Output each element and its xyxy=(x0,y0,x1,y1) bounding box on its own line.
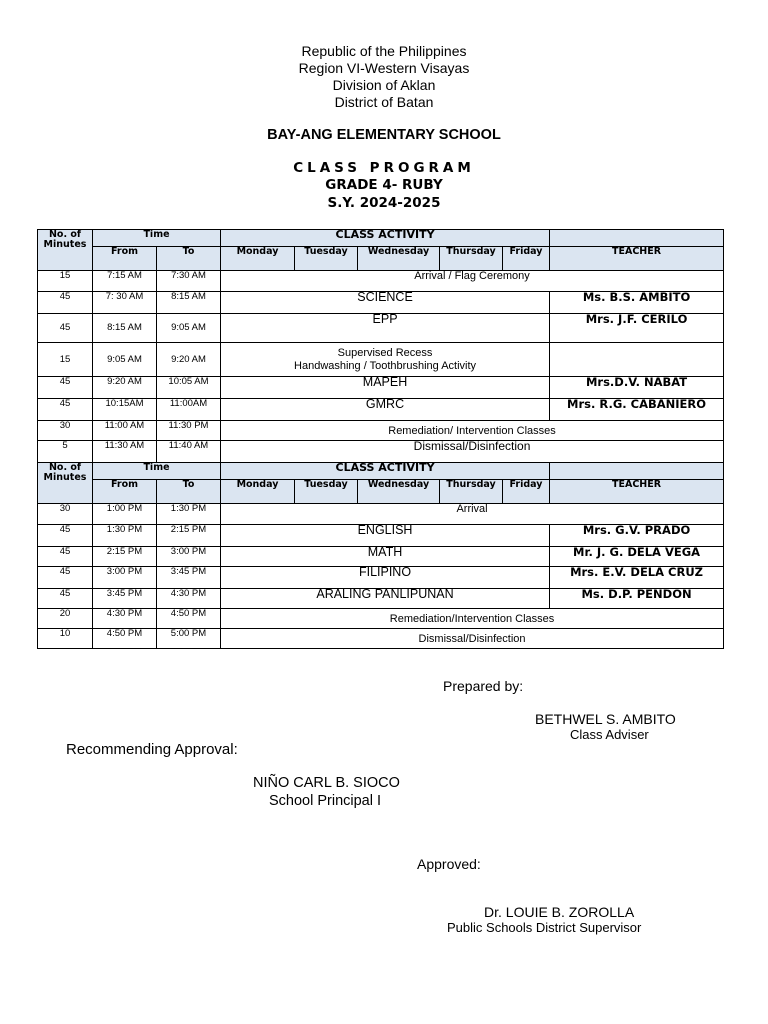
from-cell: 9:05 AM xyxy=(93,343,157,377)
activity-cell: Arrival / Flag Ceremony xyxy=(221,271,724,292)
header-division: Division of Aklan xyxy=(332,77,436,93)
from-cell: 3:00 PM xyxy=(93,567,157,589)
table-row xyxy=(38,504,724,525)
prepared-by-label: Prepared by: xyxy=(443,678,524,694)
to-cell: 5:00 PM xyxy=(157,629,221,649)
table-row xyxy=(38,399,724,421)
school-year: S.Y. 2024-2025 xyxy=(327,195,441,211)
minutes-cell: 20 xyxy=(38,609,93,629)
grade-section: GRADE 4- RUBY xyxy=(325,177,443,193)
adviser-name: BETHWEL S. AMBITO xyxy=(535,711,676,727)
activity-cell: MAPEH xyxy=(221,377,550,399)
table-row xyxy=(38,609,724,629)
to-cell: 3:00 PM xyxy=(157,547,221,567)
teacher-cell: Mrs. R.G. CABANIERO xyxy=(550,399,724,421)
supervisor-name: Dr. LOUIE B. ZOROLLA xyxy=(484,904,635,920)
to-cell: 4:30 PM xyxy=(157,589,221,609)
to-cell: 4:50 PM xyxy=(157,609,221,629)
header-district: District of Batan xyxy=(334,94,434,110)
day-tuesday: Tuesday xyxy=(295,247,358,271)
minutes-cell: 15 xyxy=(38,343,93,377)
activity-cell: Remediation/ Intervention Classes xyxy=(221,421,724,441)
day-thursday: Thursday xyxy=(440,247,503,271)
header-country: Republic of the Philippines xyxy=(301,43,467,59)
teacher-cell: Mrs.D.V. NABAT xyxy=(550,377,724,399)
teacher-header: TEACHER xyxy=(550,480,724,504)
table-row xyxy=(38,525,724,547)
minutes-cell: 30 xyxy=(38,504,93,525)
table-row xyxy=(38,589,724,609)
teacher-cell: Ms. D.P. PENDON xyxy=(550,589,724,609)
table-row xyxy=(38,441,724,463)
header-region: Region VI-Western Visayas xyxy=(298,60,470,76)
from-cell: 2:15 PM xyxy=(93,547,157,567)
teacher-cell: Mr. J. G. DELA VEGA xyxy=(550,547,724,567)
minutes-cell: 45 xyxy=(38,547,93,567)
activity-cell: ENGLISH xyxy=(221,525,550,547)
teacher-header-blank xyxy=(550,230,724,247)
to-cell: 2:15 PM xyxy=(157,525,221,547)
minutes-cell: 30 xyxy=(38,421,93,441)
teacher-cell: Mrs. J.F. CERILO xyxy=(550,314,724,343)
minutes-cell: 45 xyxy=(38,567,93,589)
activity-line-2: Handwashing / Toothbrushing Activity xyxy=(294,359,477,372)
day-friday: Friday xyxy=(503,247,550,271)
class-activity-header: CLASS ACTIVITY xyxy=(221,463,550,480)
from-cell: 11:30 AM xyxy=(93,441,157,463)
activity-cell xyxy=(221,343,550,377)
from-cell: 10:15AM xyxy=(93,399,157,421)
activity-cell: Remediation/Intervention Classes xyxy=(221,609,724,629)
supervisor-title: Public Schools District Supervisor xyxy=(447,920,642,935)
table-row xyxy=(38,629,724,649)
day-wednesday: Wednesday xyxy=(358,480,440,504)
activity-cell: GMRC xyxy=(221,399,550,421)
from-header: From xyxy=(93,247,157,271)
principal-title: School Principal I xyxy=(269,793,382,809)
teacher-cell: Ms. B.S. AMBITO xyxy=(550,292,724,314)
time-header: Time xyxy=(93,230,221,247)
teacher-cell xyxy=(550,343,724,377)
to-cell: 10:05 AM xyxy=(157,377,221,399)
to-cell: 7:30 AM xyxy=(157,271,221,292)
minutes-cell: 45 xyxy=(38,377,93,399)
day-monday: Monday xyxy=(221,480,295,504)
minutes-cell: 5 xyxy=(38,441,93,463)
activity-cell: Arrival xyxy=(221,504,724,525)
to-header: To xyxy=(157,480,221,504)
table-row xyxy=(38,547,724,567)
activity-cell: EPP xyxy=(221,314,550,343)
table-row xyxy=(38,567,724,589)
minutes-header: No. of Minutes xyxy=(38,463,93,504)
table-row xyxy=(38,343,724,377)
schedule-table-afternoon xyxy=(37,462,724,649)
school-name: BAY-ANG ELEMENTARY SCHOOL xyxy=(267,127,501,143)
from-cell: 8:15 AM xyxy=(93,314,157,343)
to-cell: 3:45 PM xyxy=(157,567,221,589)
to-cell: 9:20 AM xyxy=(157,343,221,377)
table-row xyxy=(38,314,724,343)
activity-cell: Dismissal/Disinfection xyxy=(221,629,724,649)
day-monday: Monday xyxy=(221,247,295,271)
from-cell: 7:15 AM xyxy=(93,271,157,292)
from-cell: 1:30 PM xyxy=(93,525,157,547)
to-cell: 11:40 AM xyxy=(157,441,221,463)
from-cell: 11:00 AM xyxy=(93,421,157,441)
table-row xyxy=(38,292,724,314)
from-header: From xyxy=(93,480,157,504)
time-header: Time xyxy=(93,463,221,480)
teacher-cell: Mrs. G.V. PRADO xyxy=(550,525,724,547)
adviser-title: Class Adviser xyxy=(570,727,649,742)
activity-line-1: Supervised Recess xyxy=(337,346,433,359)
teacher-header-blank xyxy=(550,463,724,480)
program-title: CLASS PROGRAM xyxy=(293,160,475,176)
to-header: To xyxy=(157,247,221,271)
to-cell: 8:15 AM xyxy=(157,292,221,314)
activity-cell: Dismissal/Disinfection xyxy=(221,441,724,463)
table-row xyxy=(38,271,724,292)
teacher-header: TEACHER xyxy=(550,247,724,271)
minutes-cell: 45 xyxy=(38,589,93,609)
from-cell: 1:00 PM xyxy=(93,504,157,525)
minutes-cell: 45 xyxy=(38,399,93,421)
to-cell: 11:00AM xyxy=(157,399,221,421)
recommending-approval-label: Recommending Approval: xyxy=(66,741,238,758)
day-wednesday: Wednesday xyxy=(358,247,440,271)
class-activity-header: CLASS ACTIVITY xyxy=(221,230,550,247)
activity-cell: SCIENCE xyxy=(221,292,550,314)
minutes-cell: 45 xyxy=(38,292,93,314)
from-cell: 4:30 PM xyxy=(93,609,157,629)
from-cell: 4:50 PM xyxy=(93,629,157,649)
from-cell: 9:20 AM xyxy=(93,377,157,399)
activity-cell: MATH xyxy=(221,547,550,567)
day-tuesday: Tuesday xyxy=(295,480,358,504)
minutes-cell: 45 xyxy=(38,525,93,547)
to-cell: 1:30 PM xyxy=(157,504,221,525)
table-row xyxy=(38,421,724,441)
teacher-cell: Mrs. E.V. DELA CRUZ xyxy=(550,567,724,589)
activity-cell: FILIPINO xyxy=(221,567,550,589)
from-cell: 7: 30 AM xyxy=(93,292,157,314)
to-cell: 11:30 PM xyxy=(157,421,221,441)
schedule-table-morning xyxy=(37,229,724,463)
table-row xyxy=(38,377,724,399)
approved-label: Approved: xyxy=(417,856,481,872)
minutes-header: No. of Minutes xyxy=(38,230,93,271)
minutes-cell: 10 xyxy=(38,629,93,649)
principal-name: NIÑO CARL B. SIOCO xyxy=(253,775,400,791)
to-cell: 9:05 AM xyxy=(157,314,221,343)
minutes-cell: 15 xyxy=(38,271,93,292)
from-cell: 3:45 PM xyxy=(93,589,157,609)
day-thursday: Thursday xyxy=(440,480,503,504)
activity-cell: ARALING PANLIPUNAN xyxy=(221,589,550,609)
day-friday: Friday xyxy=(503,480,550,504)
minutes-cell: 45 xyxy=(38,314,93,343)
